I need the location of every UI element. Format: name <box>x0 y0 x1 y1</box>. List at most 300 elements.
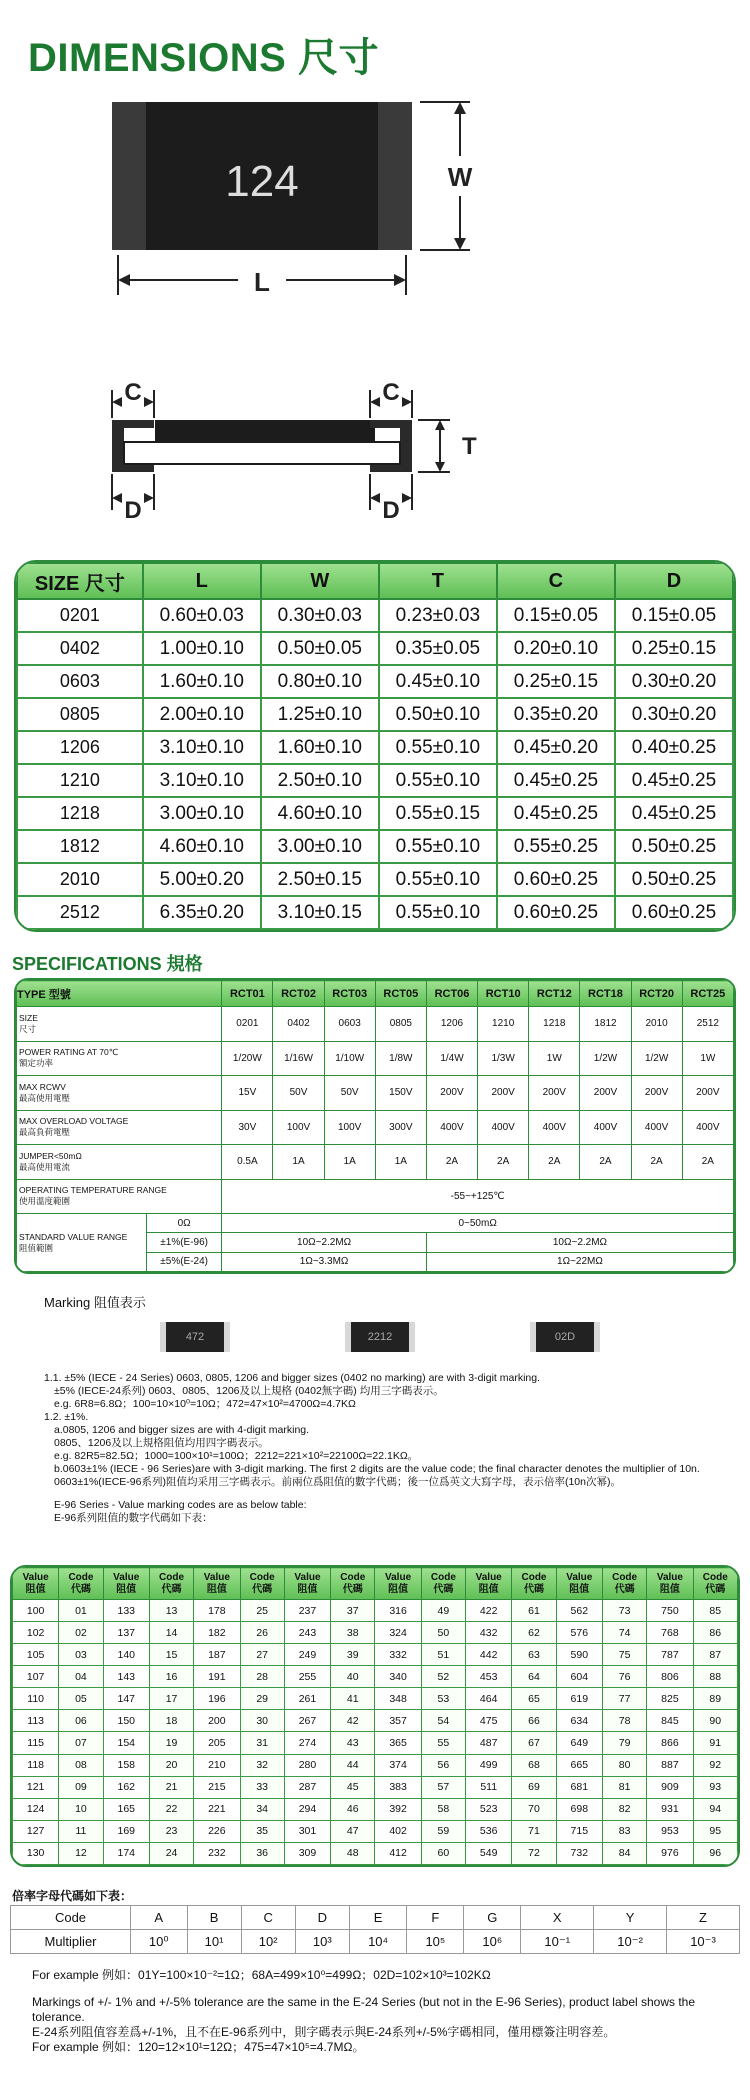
table-cell: 301 <box>284 1820 330 1842</box>
table-cell: 2512 <box>17 896 143 929</box>
table-cell: 274 <box>284 1732 330 1754</box>
table-row <box>13 1798 738 1820</box>
table-cell: 41 <box>331 1688 375 1710</box>
table-cell: 82 <box>602 1798 646 1820</box>
table-cell: 78 <box>602 1710 646 1732</box>
table-row <box>17 1041 734 1076</box>
table-cell: 16 <box>149 1666 193 1688</box>
table-cell: 36 <box>240 1842 284 1864</box>
table-cell: 85 <box>693 1600 737 1622</box>
type-header: RCT10 <box>478 981 529 1007</box>
multiplier-code: B <box>187 1906 241 1930</box>
table-cell: 124 <box>13 1798 59 1820</box>
table-cell: 1W <box>682 1041 733 1076</box>
type-header: RCT06 <box>426 981 477 1007</box>
d-label-left: D <box>124 497 142 524</box>
table-cell: 18 <box>149 1710 193 1732</box>
table-cell: 402 <box>375 1820 421 1842</box>
table-cell: 0.80±0.10 <box>261 665 379 698</box>
table-row <box>13 1600 738 1622</box>
table-cell: 887 <box>647 1754 693 1776</box>
table-cell: 162 <box>103 1776 149 1798</box>
table-cell: 0.45±0.10 <box>379 665 497 698</box>
multiplier-value: 10³ <box>295 1930 349 1954</box>
value-header: Value 阻值 <box>13 1568 59 1600</box>
table-cell: 51 <box>421 1644 465 1666</box>
table-cell: 40 <box>331 1666 375 1688</box>
value-header: Value 阻值 <box>466 1568 512 1600</box>
type-header: RCT20 <box>631 981 682 1007</box>
table-cell: 0.30±0.03 <box>261 599 379 632</box>
table-cell: 59 <box>421 1820 465 1842</box>
table-cell: 80 <box>602 1754 646 1776</box>
value-header: Value 阻值 <box>103 1568 149 1600</box>
value-header: Value 阻值 <box>647 1568 693 1600</box>
page-title: DIMENSIONS 尺寸 <box>28 36 379 80</box>
table-cell: 110 <box>13 1688 59 1710</box>
table-cell: 294 <box>284 1798 330 1820</box>
zero-label: 0Ω <box>147 1214 222 1233</box>
table-cell: 72 <box>512 1842 556 1864</box>
e96-small: 10Ω~2.2MΩ <box>222 1233 427 1252</box>
table-cell: 1.25±0.10 <box>261 698 379 731</box>
table-cell: 0.45±0.20 <box>497 731 615 764</box>
table-cell: 768 <box>647 1622 693 1644</box>
table-cell: 200V <box>580 1076 631 1111</box>
table-cell: 0.60±0.25 <box>615 896 733 929</box>
note: 1.2. ±1%. <box>44 1411 89 1423</box>
table-cell: 63 <box>512 1644 556 1666</box>
table-cell: 909 <box>647 1776 693 1798</box>
table-cell: 66 <box>512 1710 556 1732</box>
table-cell: 2A <box>631 1145 682 1180</box>
table-cell: 0402 <box>17 632 143 665</box>
table-cell: 03 <box>59 1644 103 1666</box>
table-cell: 1.60±0.10 <box>143 665 261 698</box>
table-cell: 226 <box>194 1820 240 1842</box>
l-label: L <box>254 267 270 297</box>
table-cell: 0.25±0.15 <box>615 632 733 665</box>
multiplier-code: C <box>241 1906 295 1930</box>
column-header: W <box>261 563 379 599</box>
table-cell: 715 <box>556 1820 602 1842</box>
table-cell: 2A <box>426 1145 477 1180</box>
table-cell: 400V <box>529 1110 580 1145</box>
table-cell: 619 <box>556 1688 602 1710</box>
table-cell: 3.00±0.10 <box>261 830 379 863</box>
table-cell: 06 <box>59 1710 103 1732</box>
table-cell: 76 <box>602 1666 646 1688</box>
table-cell: 174 <box>103 1842 149 1864</box>
table-cell: 866 <box>647 1732 693 1754</box>
table-row <box>17 1145 734 1180</box>
table-cell: 0201 <box>17 599 143 632</box>
table-cell: 107 <box>13 1666 59 1688</box>
multiplier-code: D <box>295 1906 349 1930</box>
table-cell: 23 <box>149 1820 193 1842</box>
table-cell: 69 <box>512 1776 556 1798</box>
marking-title: Marking 阻值表示 <box>44 1295 146 1310</box>
table-cell: 75 <box>602 1644 646 1666</box>
table-cell: 332 <box>375 1644 421 1666</box>
table-cell: 0603 <box>17 665 143 698</box>
multiplier-code: Z <box>667 1906 740 1930</box>
table-cell: 19 <box>149 1732 193 1754</box>
table-cell: 22 <box>149 1798 193 1820</box>
note: a.0805, 1206 and bigger sizes are with 4-digit marking. <box>54 1424 310 1436</box>
table-cell: 182 <box>194 1622 240 1644</box>
table-cell: 147 <box>103 1688 149 1710</box>
note: E-96 Series - Value marking codes are as below table: <box>54 1499 307 1511</box>
table-cell: 267 <box>284 1710 330 1732</box>
table-cell: 2A <box>529 1145 580 1180</box>
table-cell: 4.60±0.10 <box>261 797 379 830</box>
multiplier-code: A <box>131 1906 188 1930</box>
table-cell: 13 <box>149 1600 193 1622</box>
table-row <box>17 1110 734 1145</box>
table-cell: 1A <box>273 1145 324 1180</box>
table-cell: 50 <box>421 1622 465 1644</box>
table-cell: 100V <box>273 1110 324 1145</box>
table-cell: 74 <box>602 1622 646 1644</box>
table-cell: 1/10W <box>324 1041 375 1076</box>
w-label: W <box>447 162 473 192</box>
table-cell: 115 <box>13 1732 59 1754</box>
table-cell: 1206 <box>426 1007 477 1042</box>
table-cell: 665 <box>556 1754 602 1776</box>
table-cell: 2A <box>478 1145 529 1180</box>
table-cell: 953 <box>647 1820 693 1842</box>
table-cell: 750 <box>647 1600 693 1622</box>
table-cell: 0.55±0.10 <box>379 764 497 797</box>
table-cell: 29 <box>240 1688 284 1710</box>
table-cell: 127 <box>13 1820 59 1842</box>
tolerance-en: Markings of +/- 1% and +/-5% tolerance are the same in the E-24 Series (but not in the E-96 Series), product label shows the tolerance. <box>32 1995 696 2024</box>
table-row <box>17 764 733 797</box>
table-cell: 100V <box>324 1110 375 1145</box>
note: 0805、1206及以上規格阻值均用四字碼表示。 <box>54 1437 269 1449</box>
code-header: Code 代碼 <box>59 1568 103 1600</box>
table-cell: 64 <box>512 1666 556 1688</box>
table-cell: 487 <box>466 1732 512 1754</box>
value-header: Value 阻值 <box>375 1568 421 1600</box>
table-cell: 698 <box>556 1798 602 1820</box>
table-cell: 1210 <box>478 1007 529 1042</box>
c-label-left: C <box>124 379 142 406</box>
table-cell: 1/3W <box>478 1041 529 1076</box>
table-cell: 77 <box>602 1688 646 1710</box>
table-cell: 56 <box>421 1754 465 1776</box>
chip-code: 124 <box>225 157 299 206</box>
table-cell: 1/2W <box>580 1041 631 1076</box>
table-row <box>17 1007 734 1042</box>
table-cell: 806 <box>647 1666 693 1688</box>
table-cell: 25 <box>240 1600 284 1622</box>
table-cell: 32 <box>240 1754 284 1776</box>
multiplier-code: Y <box>594 1906 667 1930</box>
table-cell: 210 <box>194 1754 240 1776</box>
table-cell: 27 <box>240 1644 284 1666</box>
table-cell: 374 <box>375 1754 421 1776</box>
table-cell: 0.35±0.20 <box>497 698 615 731</box>
table-row <box>17 863 733 896</box>
table-row <box>17 632 733 665</box>
table-cell: 215 <box>194 1776 240 1798</box>
table-cell: 24 <box>149 1842 193 1864</box>
table-cell: 30V <box>222 1110 273 1145</box>
table-cell: 3.00±0.10 <box>143 797 261 830</box>
table-cell: 0.60±0.25 <box>497 863 615 896</box>
table-cell: 200V <box>426 1076 477 1111</box>
table-row <box>17 896 733 929</box>
table-cell: 88 <box>693 1666 737 1688</box>
table-cell: 87 <box>693 1644 737 1666</box>
table-cell: 1812 <box>580 1007 631 1042</box>
table-cell: 33 <box>240 1776 284 1798</box>
table-row <box>13 1732 738 1754</box>
table-cell: 20 <box>149 1754 193 1776</box>
table-cell: 1812 <box>17 830 143 863</box>
column-header: T <box>379 563 497 599</box>
table-cell: 1/16W <box>273 1041 324 1076</box>
table-cell: 84 <box>602 1842 646 1864</box>
row-label: MAX OVERLOAD VOLTAGE 最高負荷電壓 <box>17 1110 222 1145</box>
table-cell: 91 <box>693 1732 737 1754</box>
table-cell: 432 <box>466 1622 512 1644</box>
table-cell: 1.00±0.10 <box>143 632 261 665</box>
table-cell: 0.25±0.15 <box>497 665 615 698</box>
table-cell: 0201 <box>222 1007 273 1042</box>
table-cell: 0.45±0.25 <box>615 764 733 797</box>
table-cell: 28 <box>240 1666 284 1688</box>
e24-small: 1Ω~3.3MΩ <box>222 1252 427 1271</box>
table-cell: 191 <box>194 1666 240 1688</box>
table-cell: 39 <box>331 1644 375 1666</box>
table-cell: 47 <box>331 1820 375 1842</box>
type-header: TYPE 型號 <box>17 981 222 1007</box>
table-cell: 442 <box>466 1644 512 1666</box>
table-cell: 118 <box>13 1754 59 1776</box>
table-cell: 54 <box>421 1710 465 1732</box>
example-1: For example 例如：01Y=100×10⁻²=1Ω；68A=499×10⁰=499Ω；02D=102×10³=102KΩ <box>32 1968 491 1982</box>
table-cell: 0603 <box>324 1007 375 1042</box>
table-cell: 400V <box>682 1110 733 1145</box>
table-cell: 89 <box>693 1688 737 1710</box>
code-header: Code 代碼 <box>149 1568 193 1600</box>
table-cell: 137 <box>103 1622 149 1644</box>
multiplier-value: 10⁻² <box>594 1930 667 1954</box>
table-cell: 280 <box>284 1754 330 1776</box>
table-cell: 0.55±0.10 <box>379 830 497 863</box>
table-cell: 15V <box>222 1076 273 1111</box>
table-row <box>13 1666 738 1688</box>
note: b.0603±1% (IECE - 96 Series)are with 3-digit marking. The first 2 digits are the value code; the final character denotes the multiplier of 10n. <box>54 1463 700 1475</box>
table-cell: 475 <box>466 1710 512 1732</box>
table-row <box>13 1710 738 1732</box>
table-cell: 113 <box>13 1710 59 1732</box>
size-table-header <box>17 563 733 599</box>
table-cell: 365 <box>375 1732 421 1754</box>
table-cell: 02 <box>59 1622 103 1644</box>
table-cell: 150V <box>375 1076 426 1111</box>
table-cell: 237 <box>284 1600 330 1622</box>
table-cell: 17 <box>149 1688 193 1710</box>
e24-large: 1Ω~22MΩ <box>426 1252 733 1271</box>
op-temp-value: -55~+125℃ <box>222 1179 734 1214</box>
size-table <box>14 560 736 932</box>
table-cell: 65 <box>512 1688 556 1710</box>
table-cell: 12 <box>59 1842 103 1864</box>
table-row <box>17 830 733 863</box>
table-cell: 0.15±0.05 <box>497 599 615 632</box>
zero-value: 0~50mΩ <box>222 1214 734 1233</box>
footer-notes <box>32 1968 732 2061</box>
table-cell: 1218 <box>529 1007 580 1042</box>
table-cell: 0.45±0.25 <box>497 797 615 830</box>
e96-large: 10Ω~2.2MΩ <box>426 1233 733 1252</box>
spec-table <box>14 978 736 1274</box>
table-row <box>17 797 733 830</box>
tolerance-cn: E-24系列阻值容差爲+/-1%，且不在E-96系列中，則字碼表示與E-24系列+/-5%字碼相同，僅用標簽注明容差。 <box>32 2025 616 2039</box>
table-cell: 53 <box>421 1688 465 1710</box>
dimension-figure <box>0 90 750 550</box>
table-cell: 2.50±0.10 <box>261 764 379 797</box>
table-cell: 400V <box>478 1110 529 1145</box>
code-header: Code 代碼 <box>331 1568 375 1600</box>
table-cell: 04 <box>59 1666 103 1688</box>
table-cell: 09 <box>59 1776 103 1798</box>
table-cell: 825 <box>647 1688 693 1710</box>
table-cell: 845 <box>647 1710 693 1732</box>
table-cell: 07 <box>59 1732 103 1754</box>
table-cell: 205 <box>194 1732 240 1754</box>
table-cell: 232 <box>194 1842 240 1864</box>
type-header: RCT05 <box>375 981 426 1007</box>
note: e.g. 82R5=82.5Ω；1000=100×10¹=100Ω；2212=221×10²=22100Ω=22.1KΩ。 <box>54 1450 419 1462</box>
table-cell: 48 <box>331 1842 375 1864</box>
table-cell: 100 <box>13 1600 59 1622</box>
table-cell: 52 <box>421 1666 465 1688</box>
table-cell: 178 <box>194 1600 240 1622</box>
table-cell: 165 <box>103 1798 149 1820</box>
type-header: RCT03 <box>324 981 375 1007</box>
multiplier-label: Multiplier <box>11 1930 131 1954</box>
table-row <box>17 698 733 731</box>
table-cell: 60 <box>421 1842 465 1864</box>
table-cell: 35 <box>240 1820 284 1842</box>
multiplier-title: 倍率字母代碼如下表： <box>12 1889 133 1903</box>
table-cell: 43 <box>331 1732 375 1754</box>
table-cell: 0.5A <box>222 1145 273 1180</box>
table-cell: 15 <box>149 1644 193 1666</box>
table-cell: 169 <box>103 1820 149 1842</box>
table-cell: 249 <box>284 1644 330 1666</box>
table-cell: 324 <box>375 1622 421 1644</box>
multiplier-table <box>10 1905 740 1954</box>
multiplier-value: 10² <box>241 1930 295 1954</box>
table-cell: 150 <box>103 1710 149 1732</box>
table-cell: 42 <box>331 1710 375 1732</box>
table-cell: 3.10±0.10 <box>143 731 261 764</box>
table-cell: 11 <box>59 1820 103 1842</box>
e24-label: ±5%(E-24) <box>147 1252 222 1271</box>
table-cell: 0.55±0.10 <box>379 896 497 929</box>
table-cell: 45 <box>331 1776 375 1798</box>
table-cell: 0.45±0.25 <box>615 797 733 830</box>
table-cell: 400V <box>631 1110 682 1145</box>
table-row <box>13 1644 738 1666</box>
table-cell: 200V <box>682 1076 733 1111</box>
table-cell: 158 <box>103 1754 149 1776</box>
table-cell: 96 <box>693 1842 737 1864</box>
multiplier-code: F <box>407 1906 464 1930</box>
table-cell: 0805 <box>17 698 143 731</box>
table-cell: 200 <box>194 1710 240 1732</box>
table-cell: 83 <box>602 1820 646 1842</box>
table-cell: 0.55±0.10 <box>379 863 497 896</box>
table-cell: 102 <box>13 1622 59 1644</box>
table-cell: 0.50±0.05 <box>261 632 379 665</box>
table-cell: 55 <box>421 1732 465 1754</box>
type-header: RCT12 <box>529 981 580 1007</box>
multiplier-value: 10⁰ <box>131 1930 188 1954</box>
note: E-96系列阻值的數字代碼如下表： <box>54 1512 213 1524</box>
table-cell: 340 <box>375 1666 421 1688</box>
multiplier-code: X <box>521 1906 594 1930</box>
table-cell: 133 <box>103 1600 149 1622</box>
table-cell: 300V <box>375 1110 426 1145</box>
table-cell: 143 <box>103 1666 149 1688</box>
table-row <box>13 1622 738 1644</box>
table-cell: 14 <box>149 1622 193 1644</box>
multiplier-value: 10⁶ <box>464 1930 521 1954</box>
table-cell: 200V <box>478 1076 529 1111</box>
type-header: RCT02 <box>273 981 324 1007</box>
note: ±5% (IECE-24系列) 0603、0805、1206及以上規格 (0402無字碼) 均用三字碼表示。 <box>54 1385 444 1397</box>
table-cell: 79 <box>602 1732 646 1754</box>
table-row <box>17 1076 734 1111</box>
table-cell: 2A <box>580 1145 631 1180</box>
table-cell: 61 <box>512 1600 556 1622</box>
type-header: RCT01 <box>222 981 273 1007</box>
table-cell: 287 <box>284 1776 330 1798</box>
table-cell: 57 <box>421 1776 465 1798</box>
multiplier-value: 10⁻³ <box>667 1930 740 1954</box>
table-cell: 70 <box>512 1798 556 1820</box>
table-cell: 0805 <box>375 1007 426 1042</box>
code-header: Code 代碼 <box>240 1568 284 1600</box>
column-header: SIZE 尺寸 <box>17 563 143 599</box>
table-cell: 1/4W <box>426 1041 477 1076</box>
table-cell: 50V <box>273 1076 324 1111</box>
table-cell: 1.60±0.10 <box>261 731 379 764</box>
table-cell: 931 <box>647 1798 693 1820</box>
table-cell: 92 <box>693 1754 737 1776</box>
table-cell: 95 <box>693 1820 737 1842</box>
row-label: SIZE 尺寸 <box>17 1007 222 1042</box>
table-cell: 5.00±0.20 <box>143 863 261 896</box>
table-cell: 21 <box>149 1776 193 1798</box>
table-cell: 400V <box>580 1110 631 1145</box>
table-cell: 90 <box>693 1710 737 1732</box>
table-cell: 464 <box>466 1688 512 1710</box>
table-cell: 2.50±0.15 <box>261 863 379 896</box>
table-cell: 0.50±0.25 <box>615 863 733 896</box>
marking-notes <box>44 1372 734 1525</box>
table-cell: 08 <box>59 1754 103 1776</box>
table-cell: 1/8W <box>375 1041 426 1076</box>
table-cell: 154 <box>103 1732 149 1754</box>
